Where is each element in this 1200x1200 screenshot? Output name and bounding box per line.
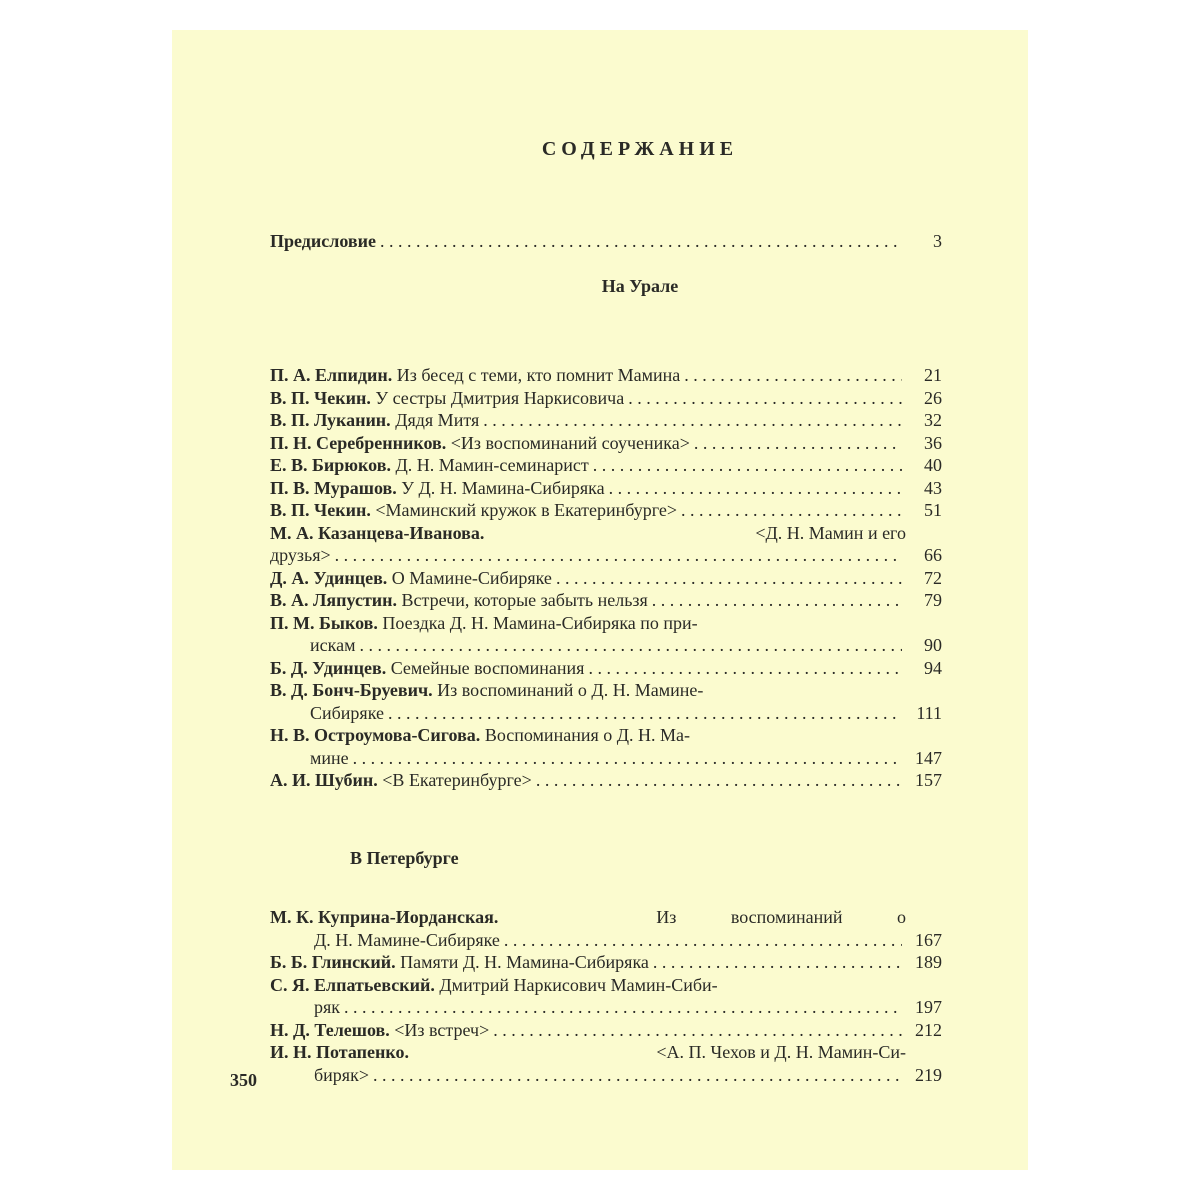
dot-leader — [609, 477, 902, 500]
toc-entry: Д. А. Удинцев. О Мамине-Сибиряке . . . 72 — [270, 567, 942, 590]
toc-entry: В. П. Луканин. Дядя Митя . . . 32 — [270, 409, 942, 432]
toc-entry: В. Д. Бонч-Бруевич. Из воспоминаний о Д. Н. Мамине- Сибиряке . . . 111 — [270, 679, 942, 724]
page-number: 350 — [230, 1070, 257, 1090]
section-title-ural: На Урале — [601, 276, 679, 296]
dot-leader — [536, 769, 902, 792]
toc-entry: П. Н. Серебренников. <Из воспоминаний соученика> . . . 36 — [270, 432, 942, 455]
dot-leader — [373, 1064, 902, 1087]
toc-entry: М. А. Казанцева-Иванова. <Д. Н. Мамин и его друзья> . . . 66 — [270, 522, 942, 567]
page-ref: 3 — [933, 231, 942, 251]
dot-leader — [694, 432, 902, 455]
toc-entry: Н. В. Остроумова-Сигова. Воспоминания о Д. Н. Ма- мине . . . 147 — [270, 724, 942, 769]
toc-entry: Н. Д. Телешов. <Из встреч> . . . 212 — [270, 1019, 942, 1042]
toc-entry: В. П. Чекин. <Маминский кружок в Екатеринбурге> . . . 51 — [270, 499, 942, 522]
dot-leader — [493, 1019, 902, 1042]
dot-leader — [380, 230, 902, 253]
dot-leader — [504, 929, 902, 952]
toc-entry: Е. В. Бирюков. Д. Н. Мамин-семинарист . . . 40 — [270, 454, 942, 477]
dot-leader — [684, 364, 902, 387]
toc-entry: В. А. Ляпустин. Встречи, которые забыть нельзя . . . 79 — [270, 589, 942, 612]
dot-leader — [652, 589, 902, 612]
toc-list-ural — [270, 364, 942, 792]
dot-leader — [353, 747, 902, 770]
toc-entry: А. И. Шубин. <В Екатеринбурге> . . . 157 — [270, 769, 942, 792]
section-title-petersburg: В Петербурге — [350, 848, 459, 868]
dot-leader — [593, 454, 902, 477]
preface-title: Предисловие — [270, 231, 376, 251]
toc-entry: В. П. Чекин. У сестры Дмитрия Наркисовича . . . 26 — [270, 387, 942, 410]
toc-entry: Б. Д. Удинцев. Семейные воспоминания . . . 94 — [270, 657, 942, 680]
dot-leader — [335, 544, 902, 567]
toc-entry: П. В. Мурашов. У Д. Н. Мамина-Сибиряка . . . 43 — [270, 477, 942, 500]
toc-entry: С. Я. Елпатьевский. Дмитрий Наркисович Мамин-Сиби- ряк . . . 197 — [270, 974, 942, 1019]
dot-leader — [681, 499, 902, 522]
page-title: СОДЕРЖАНИЕ — [541, 138, 739, 160]
toc-entry: М. К. Куприна-Иорданская. Из воспоминаний о Д. Н. Мамине-Сибиряке . . . 167 — [270, 906, 942, 951]
dot-leader — [588, 657, 902, 680]
toc-entry: П. А. Елпидин. Из бесед с теми, кто помнит Мамина . . . 21 — [270, 364, 942, 387]
dot-leader — [359, 634, 902, 657]
toc-entry: П. М. Быков. Поездка Д. Н. Мамина-Сибиряка по при- искам . . . 90 — [270, 612, 942, 657]
dot-leader — [556, 567, 902, 590]
book-page — [172, 30, 1028, 1170]
toc-entry-preface — [270, 230, 942, 253]
dot-leader — [628, 387, 902, 410]
dot-leader — [344, 996, 902, 1019]
dot-leader — [483, 409, 902, 432]
toc-entry: Б. Б. Глинский. Памяти Д. Н. Мамина-Сибиряка . . . 189 — [270, 951, 942, 974]
dot-leader — [653, 951, 902, 974]
dot-leader — [388, 702, 902, 725]
toc-list-petersburg — [270, 906, 942, 1086]
toc-entry: И. Н. Потапенко. <А. П. Чехов и Д. Н. Мамин-Си- биряк> . . . 219 — [270, 1041, 942, 1086]
